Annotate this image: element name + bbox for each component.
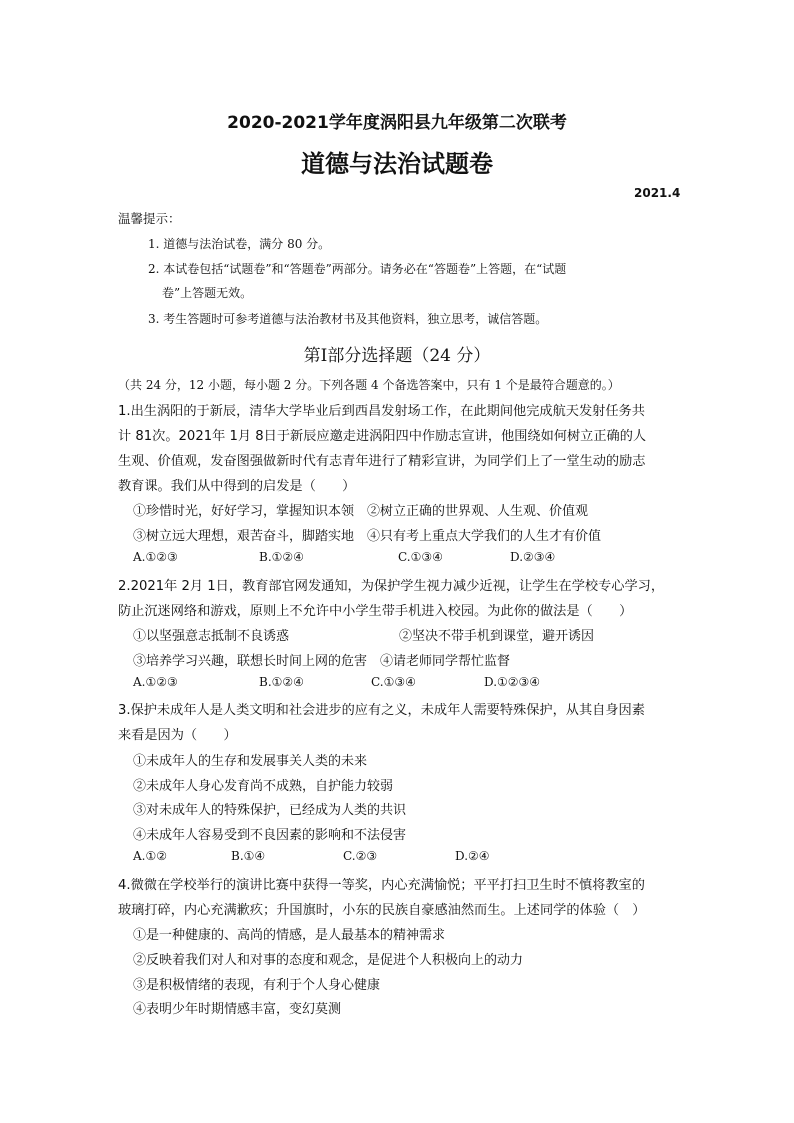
q2-answer-d: D.①②③④ (484, 675, 541, 689)
q3-option-3: ③对未成年人的特殊保护，已经成为人类的共识 (133, 803, 407, 818)
q1-stem-line-4: 教育课。我们从中得到的启发是（ ） (118, 479, 356, 494)
q1-answer-a: A.①②③ (133, 550, 178, 564)
q2-answer-c: C.①③④ (371, 675, 416, 689)
q4-option-3: ③是积极情绪的表现，有利于个人身心健康 (133, 978, 381, 993)
q1-answer-c: C.①③④ (398, 550, 443, 564)
q1-answer-d: D.②③④ (510, 550, 556, 564)
q1-option-line-2: ③树立远大理想，艰苦奋斗，脚踏实地 ④只有考上重点大学我们的人生才有价值 (133, 529, 602, 544)
q3-answer-row (0, 849, 794, 867)
q3-stem-line-1: 3.保护未成年人是人类文明和社会进步的应有之义，未成年人需要特殊保护，从其自身因素 (118, 703, 645, 718)
notice-rule-2: 2. 本试卷包括“试题卷”和“答题卷”两部分。请务必在“答题卷”上答题，在“试题 (148, 262, 567, 276)
q4-stem-line-1: 4.微微在学校举行的演讲比赛中获得一等奖，内心充满愉悦；平平打扫卫生时不慎将教室的 (118, 878, 645, 893)
q4-option-4: ④表明少年时期情感丰富，变幻莫测 (133, 1002, 342, 1017)
q3-answer-b: B.①④ (231, 849, 266, 863)
q2-stem-line-1: 2.2021年 2月 1日，教育部官网发通知，为保护学生视力减少近视，让学生在学校专心学习， (118, 579, 665, 594)
notice-rule-2-cont: 卷”上答题无效。 (162, 286, 253, 300)
section-title: 第Ⅰ部分选择题（24 分） (303, 346, 491, 366)
notice-rule-3: 3. 考生答题时可参考道德与法治教材书及其他资料，独立思考，诚信答题。 (148, 312, 548, 326)
q1-answer-b: B.①②④ (259, 550, 304, 564)
q3-answer-d: D.②④ (455, 849, 490, 863)
q2-option-1: ①以坚强意志抵制不良诱惑 (133, 629, 290, 644)
q3-answer-a: A.①② (133, 849, 167, 863)
q1-option-line-1: ①珍惜时光，好好学习，掌握知识本领 ②树立正确的世界观、人生观、价值观 (133, 504, 589, 519)
q3-stem-line-2: 来看是因为（ ） (118, 728, 237, 743)
q2-answer-a: A.①②③ (133, 675, 178, 689)
q2-answer-row (0, 675, 794, 693)
q2-option-line-2: ③培养学习兴趣，联想长时间上网的危害 ④请老师同学帮忙监督 (133, 654, 511, 669)
q4-stem-line-2: 玻璃打碎，内心充满歉疚；升国旗时，小东的民族自豪感油然而生。上述同学的体验（ ） (118, 903, 646, 918)
q3-option-1: ①未成年人的生存和发展事关人类的未来 (133, 754, 368, 769)
q2-option-2: ②坚决不带手机到课堂，避开诱因 (399, 629, 595, 644)
subject-title: 道德与法治试题卷 (301, 149, 493, 178)
q1-stem-line-2: 计 81次。2021年 1月 8日于新辰应邀走进涡阳四中作励志宣讲，他围绕如何树立正确的人 (118, 429, 647, 444)
q4-option-2: ②反映着我们对人和对事的态度和观念，是促进个人积极向上的动力 (133, 953, 524, 968)
section-intro: （共 24 分，12 小题，每小题 2 分。下列各题 4 个备选答案中，只有 1 个是最符合题意的。） (118, 378, 620, 392)
q3-option-2: ②未成年人身心发育尚不成熟，自护能力较弱 (133, 779, 394, 794)
q4-option-1: ①是一种健康的、高尚的情感，是人最基本的精神需求 (133, 928, 446, 943)
notice-rule-1: 1. 道德与法治试卷，满分 80 分。 (148, 237, 331, 251)
q2-stem-line-2: 防止沉迷网络和游戏，原则上不允许中小学生带手机进入校园。为此你的做法是（ ） (118, 604, 633, 619)
notice-title: 温馨提示： (118, 211, 181, 226)
q3-answer-c: C.②③ (343, 849, 378, 863)
q1-answer-row (0, 550, 794, 568)
q1-stem-line-3: 生观、价值观，发奋图强做新时代有志青年进行了精彩宣讲，为同学们上了一堂生动的励志 (118, 454, 646, 469)
exam-title: 2020-2021学年度涡阳县九年级第二次联考 (227, 113, 567, 133)
q1-stem-line-1: 1.出生涡阳的于新辰，清华大学毕业后到西昌发射场工作，在此期间他完成航天发射任务共 (118, 404, 645, 419)
q3-option-4: ④未成年人容易受到不良因素的影响和不法侵害 (133, 828, 407, 843)
q2-answer-b: B.①②④ (259, 675, 304, 689)
exam-date: 2021.4 (634, 186, 681, 200)
